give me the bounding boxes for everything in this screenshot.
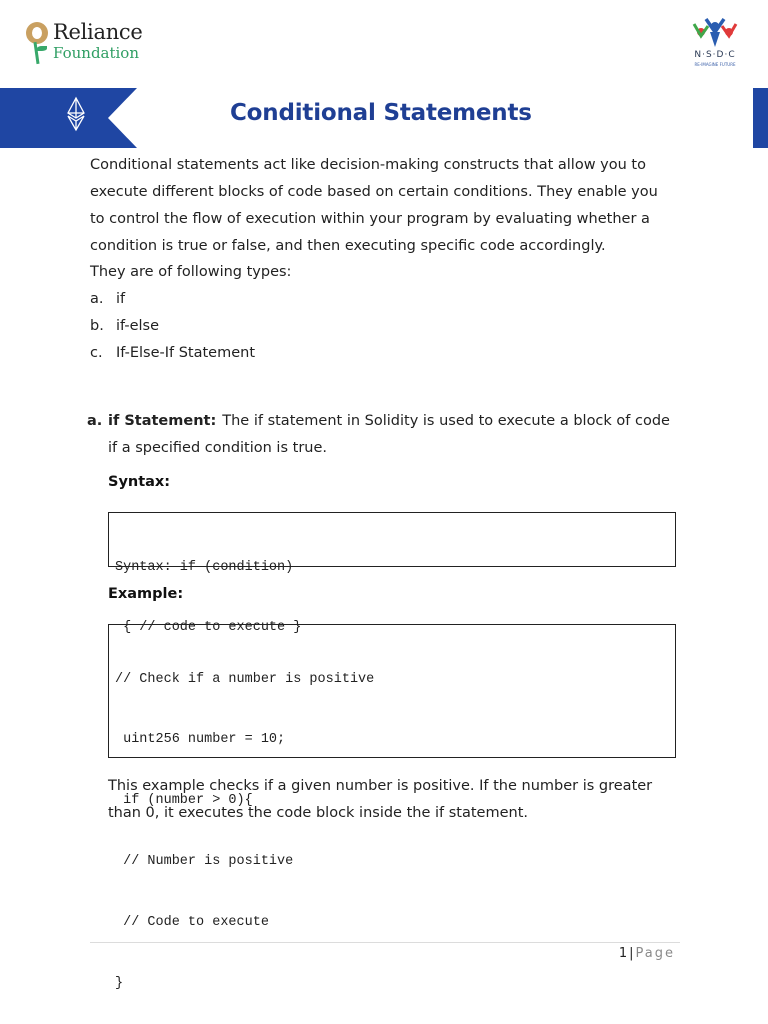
list-label: If-Else-If Statement: [116, 345, 256, 361]
page-title: Conditional Statements: [230, 100, 532, 126]
syntax-label: Syntax:: [108, 474, 171, 490]
list-label: if: [116, 291, 126, 307]
footer-divider: [90, 942, 680, 943]
title-banner: [0, 88, 137, 148]
list-label: if-else: [116, 318, 159, 334]
description-line: This example checks if a given number is positive. If the number is greater: [108, 778, 653, 794]
section-text-continued: if a specified condition is true.: [108, 440, 327, 456]
list-item: [90, 313, 490, 340]
page-separator: |: [629, 946, 634, 961]
section-heading: if Statement:: [108, 413, 217, 429]
nsdc-tagline: RE-IMAGINE FUTURE: [694, 62, 736, 67]
reliance-foundation-logo: [26, 18, 156, 68]
types-heading: They are of following types:: [90, 264, 292, 280]
right-accent-bar: [753, 88, 768, 148]
description-line: than 0, it executes the code block inside the if statement.: [108, 805, 528, 821]
code-line: { // code to execute }: [115, 620, 302, 636]
intro-line: condition is true or false, and then executing specific code accordingly.: [90, 238, 606, 254]
nsdc-acronym: N·S·D·C: [694, 50, 736, 60]
list-marker: a.: [90, 291, 104, 307]
types-list: [90, 259, 490, 367]
example-label: Example:: [108, 586, 184, 602]
intro-paragraph: [90, 152, 690, 260]
page-number: [619, 945, 675, 963]
page-number-value: 1: [618, 946, 628, 961]
code-line: // Code to execute: [115, 915, 269, 931]
code-line: if (number > 0){: [115, 793, 253, 809]
if-statement-section: [87, 408, 687, 462]
logo-name: Reliance: [53, 20, 143, 44]
section-marker: a.: [87, 413, 103, 429]
code-line: uint256 number = 10;: [115, 732, 286, 748]
code-line: }: [115, 976, 124, 992]
intro-line: to control the flow of execution within your program by evaluating whether a: [90, 211, 650, 227]
stem-icon: [33, 42, 39, 64]
code-line: // Number is positive: [115, 854, 294, 870]
intro-line: execute different blocks of code based on certain conditions. They enable you: [90, 184, 658, 200]
people-figures-icon: [692, 18, 738, 48]
list-item: [90, 340, 490, 367]
page-word: Page: [635, 946, 675, 961]
example-description: [108, 773, 698, 827]
code-line: // Check if a number is positive: [115, 671, 375, 687]
list-marker: c.: [90, 345, 103, 361]
leaf-icon: [37, 46, 47, 51]
logo-subtitle: Foundation: [53, 44, 140, 62]
list-marker: b.: [90, 318, 104, 334]
code-line: Syntax: if (condition): [115, 559, 294, 575]
intro-line: Conditional statements act like decision-making constructs that allow you to: [90, 157, 646, 173]
reliance-emblem-icon: [26, 22, 48, 44]
nsdc-logo: [686, 16, 744, 72]
section-text: The if statement in Solidity is used to execute a block of code: [222, 413, 670, 429]
list-item: [90, 286, 490, 313]
